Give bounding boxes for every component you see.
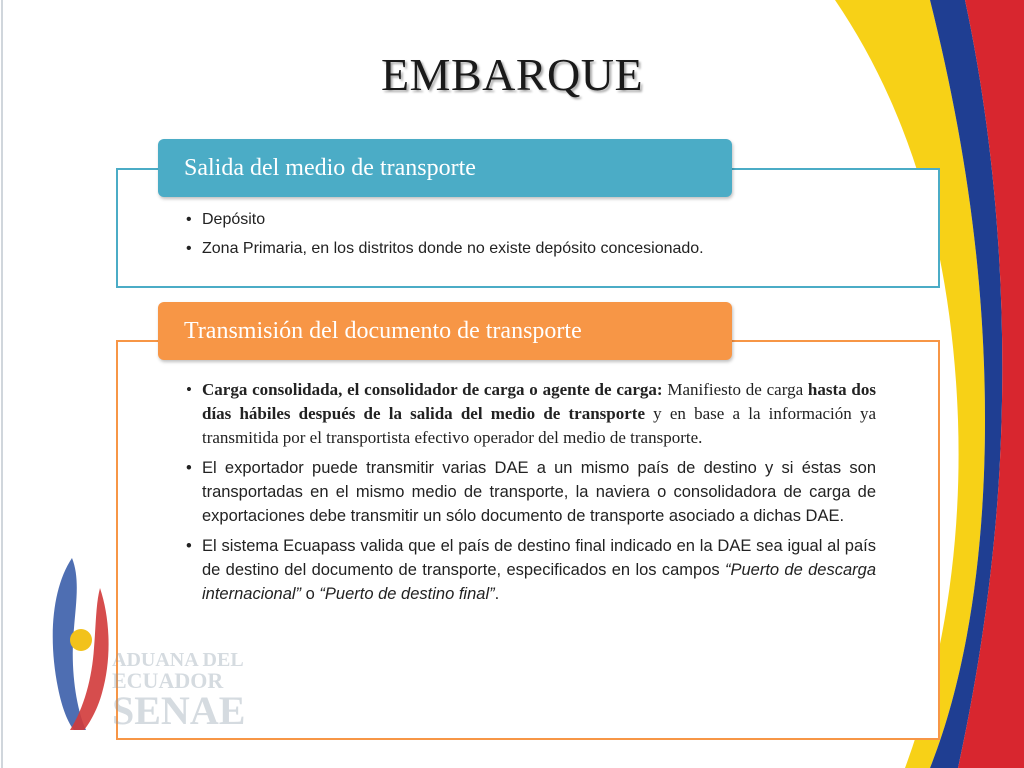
- italic-text: “Puerto de destino final”: [319, 585, 495, 603]
- section-transmision-list: [186, 378, 876, 612]
- list-item-ecuapass: [186, 534, 876, 606]
- section-salida-header: Salida del medio de transporte: [158, 139, 732, 197]
- slide-title: EMBARQUE: [380, 49, 644, 100]
- logo-text-line1: ADUANA DEL: [112, 649, 244, 671]
- normal-text: y en base a la información ya transmitida por el transportista efectivo operador del medio de transporte.: [202, 404, 876, 447]
- bold-text: Carga consolidada, el consolidador de carga o agente de carga:: [202, 380, 663, 399]
- normal-text: El sistema Ecuapass valida que el país de destino final indicado en la DAE sea igual al país de destino del documento de transporte, especificados en los campos: [202, 537, 876, 579]
- normal-text: o: [301, 585, 320, 603]
- bold-text: hasta dos días hábiles después de la salida del medio de transporte: [202, 380, 876, 423]
- list-item-exportador: • El exportador puede transmitir varias DAE a un mismo país de destino y si éstas son transportadas en el mismo medio de transporte, la naviera o consolidadora de carga de exportaciones debe transmitir un sólo documento de transporte asociado a dichas DAE.: [186, 456, 876, 528]
- senae-logo: [40, 548, 250, 738]
- logo-text-line2: ECUADOR: [112, 668, 224, 693]
- normal-text: .: [494, 585, 500, 603]
- italic-text: “Puerto de descarga internacional”: [202, 561, 876, 603]
- list-item-carga-consolidada: [186, 378, 876, 450]
- section-transmision-header: Transmisión del documento de transporte: [158, 302, 732, 360]
- logo-sun-icon: [70, 629, 92, 651]
- logo-text-line3: SENAE: [112, 688, 246, 733]
- section-salida-list: [186, 205, 926, 263]
- normal-text: Manifiesto de carga: [662, 380, 808, 399]
- list-item: • Zona Primaria, en los distritos donde no existe depósito concesionado.: [186, 234, 926, 263]
- list-item: • Depósito: [186, 205, 926, 234]
